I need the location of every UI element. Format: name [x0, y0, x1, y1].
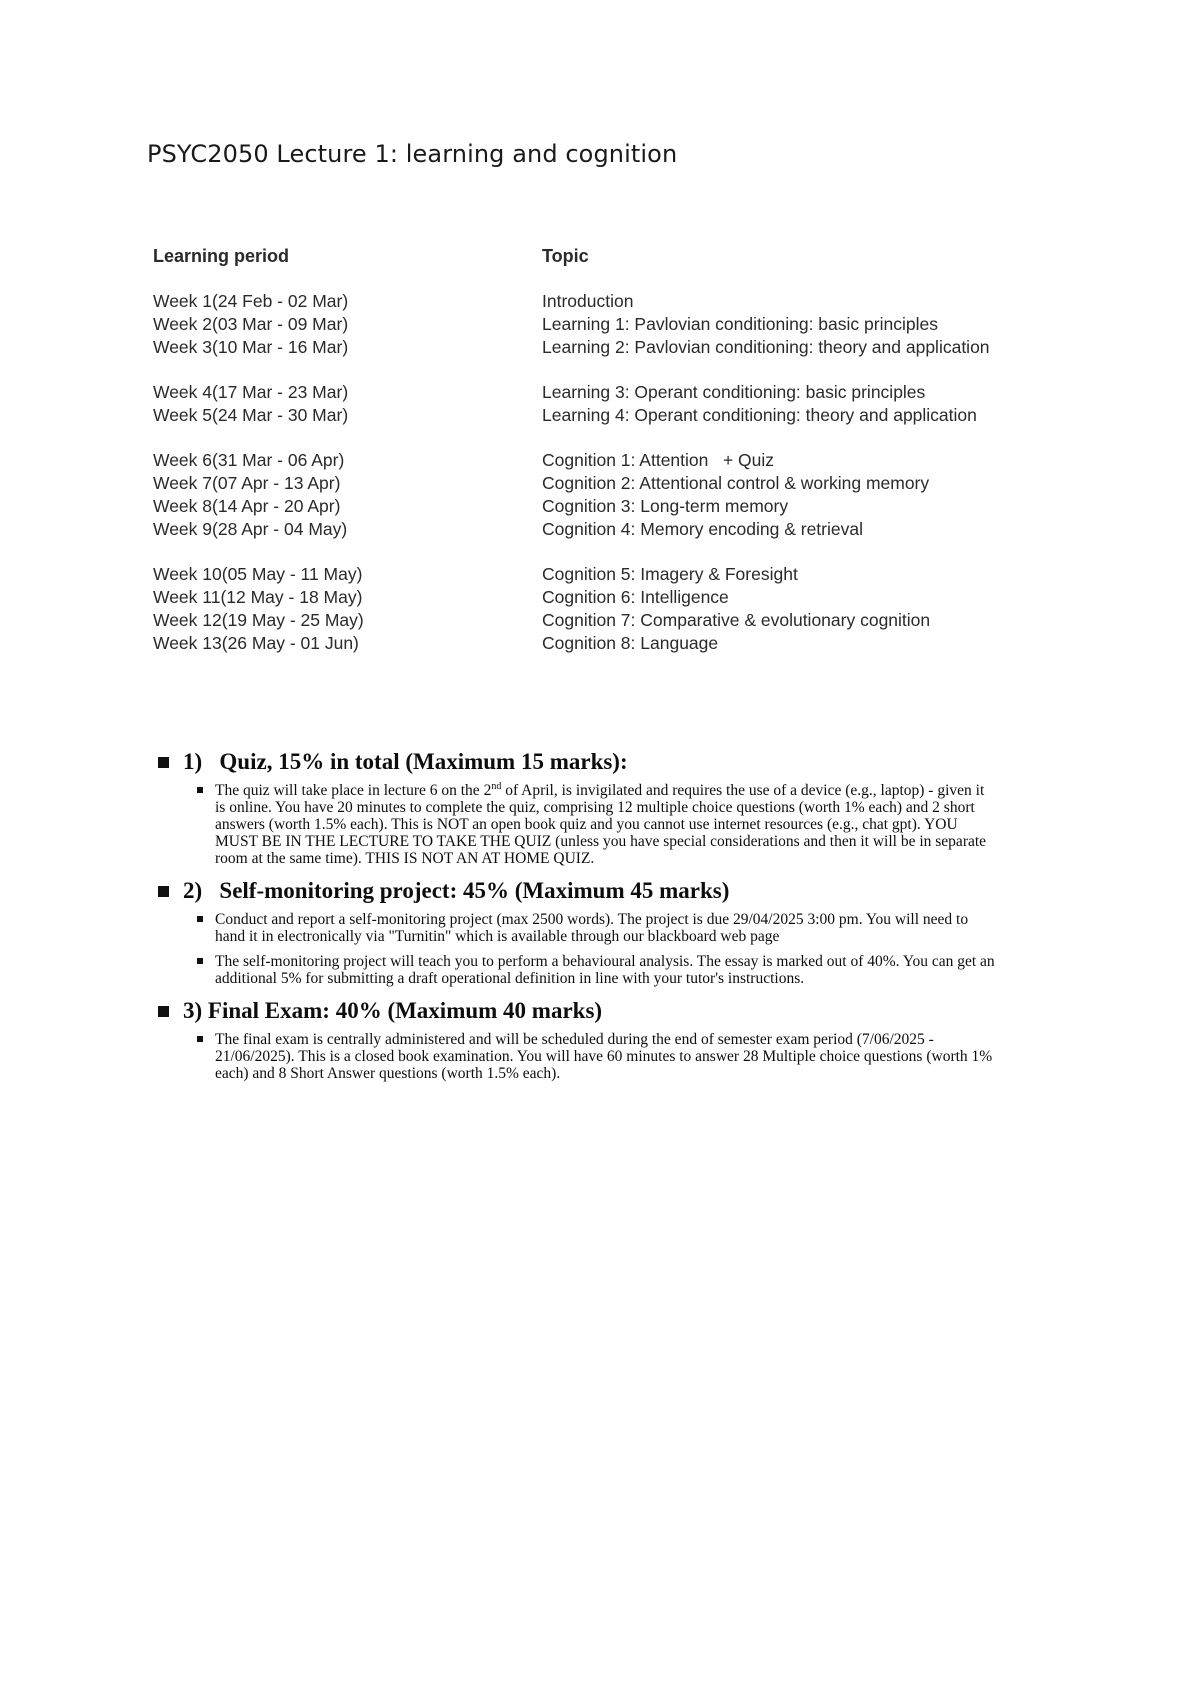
topic-cell: Learning 4: Operant conditioning: theory and application [542, 405, 977, 425]
topic-cell: Cognition 2: Attentional control & working memory [542, 473, 930, 493]
square-bullet-icon [158, 886, 169, 897]
schedule-group [153, 563, 1053, 655]
schedule-row [153, 313, 1053, 336]
column-header-period: Learning period [153, 246, 290, 266]
square-bullet-icon [197, 958, 203, 964]
topic-cell: Cognition 5: Imagery & Foresight [542, 564, 798, 584]
list-item [197, 782, 1018, 867]
project-submission-text: Conduct and report a self-monitoring project (max 2500 words). The project is due 29/04/2025 3:00 pm. You will need to hand it in electronically via "Turnitin" which is available through our blackboard web page [215, 911, 969, 945]
period-cell: Week 9(28 Apr - 04 May) [153, 519, 348, 539]
schedule-row [153, 449, 1053, 472]
list-item [197, 953, 1018, 987]
period-cell: Week 2(03 Mar - 09 Mar) [153, 314, 349, 334]
project-marking-text: The self-monitoring project will teach you to perform a behavioural analysis. The essay is marked out of 40%. You can get an additional 5% for submitting a draft operational definition in line with your tutor's instructions. [215, 953, 995, 987]
schedule-row [153, 495, 1053, 518]
topic-cell: Cognition 3: Long-term memory [542, 496, 789, 516]
square-bullet-icon [197, 787, 203, 793]
schedule-row [153, 404, 1053, 427]
period-cell: Week 11(12 May - 18 May) [153, 587, 363, 607]
schedule-row [153, 632, 1053, 655]
page-title: PSYC2050 Lecture 1: learning and cognition [147, 140, 678, 168]
period-cell: Week 5(24 Mar - 30 Mar) [153, 405, 349, 425]
period-cell: Week 13(26 May - 01 Jun) [153, 633, 359, 653]
quiz-description [215, 782, 995, 867]
schedule-row [153, 518, 1053, 541]
quiz-heading-text: 1) Quiz, 15% in total (Maximum 15 marks): [183, 749, 628, 774]
exam-details [197, 1031, 1018, 1082]
topic-cell: Learning 1: Pavlovian conditioning: basic principles [542, 314, 938, 334]
quiz-text-part: The quiz will take place in lecture 6 on the 2 [215, 782, 492, 799]
schedule-row [153, 290, 1053, 313]
schedule-header-row [153, 246, 1053, 270]
schedule-row [153, 381, 1053, 404]
topic-cell: Cognition 1: Attention + Quiz [542, 450, 775, 470]
column-header-topic: Topic [542, 246, 589, 266]
quiz-details [197, 782, 1018, 867]
topic-cell: Cognition 4: Memory encoding & retrieval [542, 519, 863, 539]
period-cell: Week 3(10 Mar - 16 Mar) [153, 337, 349, 357]
schedule-row [153, 472, 1053, 495]
schedule-table [153, 246, 1053, 677]
quiz-heading [158, 746, 1018, 778]
topic-cell: Introduction [542, 291, 634, 311]
quiz-text-part: of April, is invigilated and requires the use of a device (e.g., laptop) - given it is online. You have 20 minutes to complete the quiz, comprising 12 multiple choice questions (worth 1% each) and 2 short answers (worth 1.5% each). This is NOT an open book quiz and you cannot use internet resources (e.g., chat gpt). YOU MUST BE IN THE LECTURE TO TAKE THE QUIZ (unless you have special considerations and then it will be in separate room at the same time). THIS IS NOT AN AT HOME QUIZ. [215, 782, 987, 867]
period-cell: Week 1(24 Feb - 02 Mar) [153, 291, 349, 311]
schedule-group [153, 449, 1053, 541]
list-item [197, 911, 1018, 945]
exam-heading-text: 3) Final Exam: 40% (Maximum 40 marks) [183, 998, 603, 1023]
topic-cell: Learning 3: Operant conditioning: basic principles [542, 382, 926, 402]
period-cell: Week 6(31 Mar - 06 Apr) [153, 450, 345, 470]
period-cell: Week 4(17 Mar - 23 Mar) [153, 382, 349, 402]
assessment-list [158, 746, 1018, 1090]
square-bullet-icon [197, 1036, 203, 1042]
square-bullet-icon [158, 1006, 169, 1017]
period-cell: Week 8(14 Apr - 20 Apr) [153, 496, 341, 516]
topic-cell: Cognition 8: Language [542, 633, 719, 653]
period-cell: Week 10(05 May - 11 May) [153, 564, 363, 584]
schedule-group [153, 290, 1053, 359]
schedule-row [153, 586, 1053, 609]
schedule-group [153, 381, 1053, 427]
list-item [197, 1031, 1018, 1082]
exam-heading [158, 995, 1018, 1027]
period-cell: Week 12(19 May - 25 May) [153, 610, 364, 630]
schedule-row [153, 609, 1053, 632]
topic-cell: Cognition 7: Comparative & evolutionary cognition [542, 610, 931, 630]
square-bullet-icon [197, 916, 203, 922]
project-details [197, 911, 1018, 987]
schedule-row [153, 563, 1053, 586]
exam-description: The final exam is centrally administered and will be scheduled during the end of semester exam period (7/06/2025 - 21/06/2025). This is a closed book examination. You will have 60 minutes to answer 28 Multiple choice questions (worth 1% each) and 8 Short Answer questions (worth 1.5% each). [215, 1031, 993, 1082]
project-heading [158, 875, 1018, 907]
schedule-row [153, 336, 1053, 359]
project-heading-text: 2) Self-monitoring project: 45% (Maximum 45 marks) [183, 878, 730, 903]
topic-cell: Cognition 6: Intelligence [542, 587, 729, 607]
square-bullet-icon [158, 757, 169, 768]
ordinal-superscript: nd [491, 780, 502, 792]
period-cell: Week 7(07 Apr - 13 Apr) [153, 473, 341, 493]
topic-cell: Learning 2: Pavlovian conditioning: theory and application [542, 337, 990, 357]
